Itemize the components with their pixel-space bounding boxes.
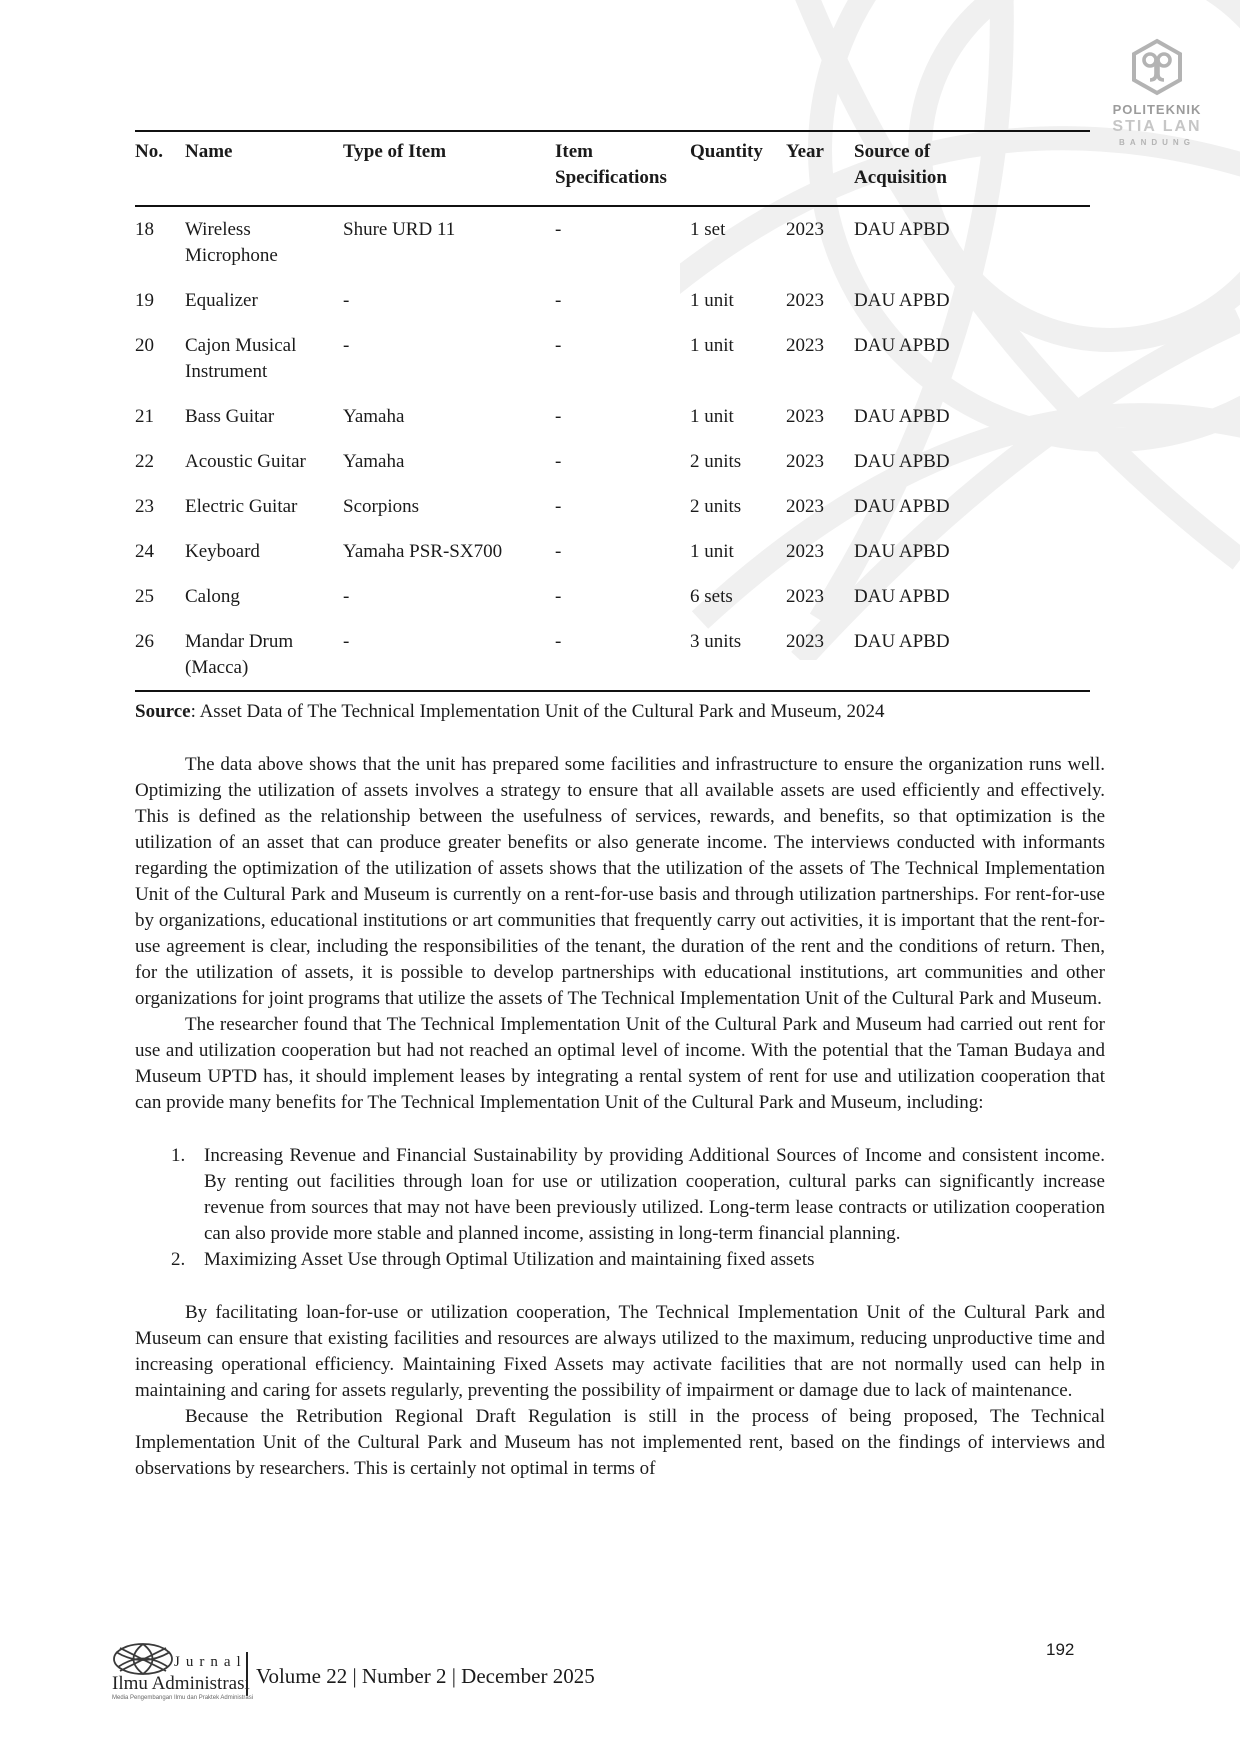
- table-cell: 1 unit: [690, 335, 734, 356]
- page-number: 192: [1046, 1640, 1075, 1659]
- table-cell: -: [555, 219, 562, 240]
- table-cell: -: [555, 406, 562, 427]
- table-cell: DAU APBD: [854, 631, 950, 652]
- journal-logo: [112, 1642, 254, 1704]
- hexagon-emblem-icon: [1130, 38, 1184, 96]
- table-cell: -: [343, 586, 350, 607]
- list-item-number: 1.: [171, 1145, 186, 1166]
- table-cell: Equalizer: [185, 290, 258, 311]
- table-header-cell: No.: [135, 131, 185, 206]
- table-cell: Bass Guitar: [185, 406, 275, 427]
- table-cell: Scorpions: [343, 496, 419, 517]
- table-cell: DAU APBD: [854, 219, 950, 240]
- table-cell: -: [555, 586, 562, 607]
- footer: [112, 1642, 595, 1706]
- table-cell: 2023: [786, 631, 824, 652]
- table-cell: DAU APBD: [854, 335, 950, 356]
- journal-name-top: Jurnal: [174, 1654, 247, 1670]
- table-cell: -: [555, 335, 562, 356]
- table-header-row: [135, 131, 1090, 206]
- list-item-number: 2.: [171, 1249, 186, 1270]
- numbered-list: [171, 1143, 1105, 1273]
- table-row: [135, 619, 1090, 691]
- table-header-cell: Quantity: [690, 131, 786, 206]
- list-item-text: Maximizing Asset Use through Optimal Utilization and maintaining fixed assets: [204, 1249, 815, 1270]
- table-cell: 2 units: [690, 451, 742, 472]
- journal-tagline: Media Pengembangan Ilmu dan Praktek Administrasi: [112, 1695, 254, 1701]
- list-item: [171, 1143, 1105, 1247]
- journal-name-bottom: Ilmu Administrasi: [112, 1673, 250, 1694]
- table-cell: 25: [135, 586, 154, 607]
- table-cell: 2023: [786, 335, 824, 356]
- table-source: [135, 699, 1105, 725]
- table-cell: Yamaha: [343, 451, 405, 472]
- table-cell: 2023: [786, 290, 824, 311]
- table-header-cell: Year: [786, 131, 854, 206]
- table-cell: 20: [135, 335, 154, 356]
- logo-text-bandung: BANDUNG: [1119, 138, 1195, 147]
- table-header-cell: Source of Acquisition: [854, 131, 1090, 206]
- table-row: [135, 278, 1090, 323]
- table-cell: Yamaha PSR-SX700: [343, 541, 503, 562]
- table-cell: DAU APBD: [854, 406, 950, 427]
- body-paragraph-2: The researcher found that The Technical Implementation Unit of the Cultural Park and Museum had carried out rent for use and utilization cooperation but had not reached an optimal level of income. With the potential that the Taman Budaya and Museum UPTD has, it should implement leases by integrating a rental system of rent for use and utilization cooperation that can provide many benefits for The Technical Implementation Unit of the Cultural Park and Museum, including:: [135, 1014, 1105, 1113]
- asset-table-body: [135, 206, 1090, 691]
- table-cell: 24: [135, 541, 154, 562]
- table-cell: 1 set: [690, 219, 726, 240]
- table-cell: -: [555, 290, 562, 311]
- table-cell: 2023: [786, 406, 824, 427]
- table-cell: 23: [135, 496, 154, 517]
- table-cell: 19: [135, 290, 154, 311]
- table-cell: -: [343, 290, 350, 311]
- table-row: [135, 206, 1090, 278]
- table-cell: Keyboard: [185, 541, 260, 562]
- table-row: [135, 394, 1090, 439]
- issue-info: Volume 22 | Number 2 | December 2025: [256, 1664, 595, 1688]
- table-cell: 26: [135, 631, 154, 652]
- globe-icon: [112, 1642, 174, 1676]
- table-row: [135, 574, 1090, 619]
- table-cell: 18: [135, 219, 154, 240]
- table-cell: -: [343, 631, 350, 652]
- page-content: [135, 130, 1105, 1482]
- table-cell: Acoustic Guitar: [185, 451, 306, 472]
- table-cell: 6 sets: [690, 586, 733, 607]
- table-cell: 1 unit: [690, 406, 734, 427]
- source-text: : Asset Data of The Technical Implementation Unit of the Cultural Park and Museum, 2024: [190, 701, 885, 722]
- table-row: [135, 323, 1090, 394]
- body-paragraph-3: By facilitating loan-for-use or utilization cooperation, The Technical Implementation Unit of the Cultural Park and Museum can ensure that existing facilities and resources are always utilized to the maximum, reducing unproductive time and increasing operational efficiency. Maintaining Fixed Assets may activate facilities that are not normally used can help in maintaining and caring for assets regularly, preventing the possibility of impairment or damage due to lack of maintenance.: [135, 1302, 1105, 1401]
- politeknik-logo: [1098, 38, 1216, 147]
- table-cell: DAU APBD: [854, 541, 950, 562]
- table-cell: 2023: [786, 219, 824, 240]
- table-header-cell: Name: [185, 131, 343, 206]
- table-cell: Calong: [185, 586, 240, 607]
- table-row: [135, 439, 1090, 484]
- body-paragraph-4: Because the Retribution Regional Draft Regulation is still in the process of being proposed, The Technical Implementation Unit of the Cultural Park and Museum has not implemented rent, based on the findings of interviews and observations by researchers. This is certainly not optimal in terms of: [135, 1406, 1105, 1479]
- table-cell: 21: [135, 406, 154, 427]
- table-cell: -: [555, 631, 562, 652]
- body-paragraph-1: The data above shows that the unit has prepared some facilities and infrastructure to ensure the organization runs well. Optimizing the utilization of assets involves a strategy to ensure that all available assets are used efficiently and effectively. This is defined as the relationship between the usefulness of services, rewards, and benefits, so that optimization is the utilization of an asset that can produce greater benefits or also generate income. The interviews conducted with informants regarding the optimization of the utilization of assets shows that the utilization of the assets of The Technical Implementation Unit of the Cultural Park and Museum is currently on a rent-for-use basis and through utilization partnerships. For rent-for-use by organizations, educational institutions or art communities that frequently carry out activities, it is important that the rent-for-use agreement is clear, including the responsibilities of the tenant, the duration of the rent and the conditions of return. Then, for the utilization of assets, it is possible to develop partnerships with educational institutions, art communities and other organizations for joint programs that utilize the assets of The Technical Implementation Unit of the Cultural Park and Museum.: [135, 754, 1105, 1009]
- table-cell: 1 unit: [690, 290, 734, 311]
- table-cell: Shure URD 11: [343, 219, 456, 240]
- table-cell: 2023: [786, 496, 824, 517]
- table-cell: DAU APBD: [854, 290, 950, 311]
- list-item-text: Increasing Revenue and Financial Sustainability by providing Additional Sources of Income and consistent income. By renting out facilities through loan for use or utilization cooperation, cultural parks can significantly increase revenue from sources that may not have been previously utilized. Long-term lease contracts or utilization cooperation can also provide more stable and planned income, assisting in long-term financial planning.: [204, 1145, 1105, 1244]
- table-cell: Yamaha: [343, 406, 405, 427]
- table-header-cell: Item Specifications: [555, 131, 690, 206]
- table-cell: Wireless Microphone: [185, 219, 278, 266]
- source-label: Source: [135, 701, 191, 722]
- table-cell: DAU APBD: [854, 586, 950, 607]
- table-cell: 22: [135, 451, 154, 472]
- table-cell: DAU APBD: [854, 496, 950, 517]
- table-cell: -: [555, 451, 562, 472]
- table-row: [135, 529, 1090, 574]
- logo-text-stia-lan: STIA LAN: [1112, 118, 1202, 135]
- table-cell: Electric Guitar: [185, 496, 298, 517]
- table-cell: Cajon Musical Instrument: [185, 335, 297, 382]
- table-cell: 2023: [786, 541, 824, 562]
- logo-text-politeknik: POLITEKNIK: [1112, 102, 1202, 117]
- table-cell: -: [555, 496, 562, 517]
- asset-table: [135, 130, 1090, 692]
- table-cell: 2 units: [690, 496, 742, 517]
- table-cell: -: [343, 335, 350, 356]
- table-row: [135, 484, 1090, 529]
- table-cell: 2023: [786, 451, 824, 472]
- table-cell: -: [555, 541, 562, 562]
- list-item: [171, 1247, 1105, 1273]
- table-cell: 2023: [786, 586, 824, 607]
- table-cell: 3 units: [690, 631, 742, 652]
- table-header-cell: Type of Item: [343, 131, 555, 206]
- table-cell: Mandar Drum (Macca): [185, 631, 294, 678]
- table-cell: DAU APBD: [854, 451, 950, 472]
- table-cell: 1 unit: [690, 541, 734, 562]
